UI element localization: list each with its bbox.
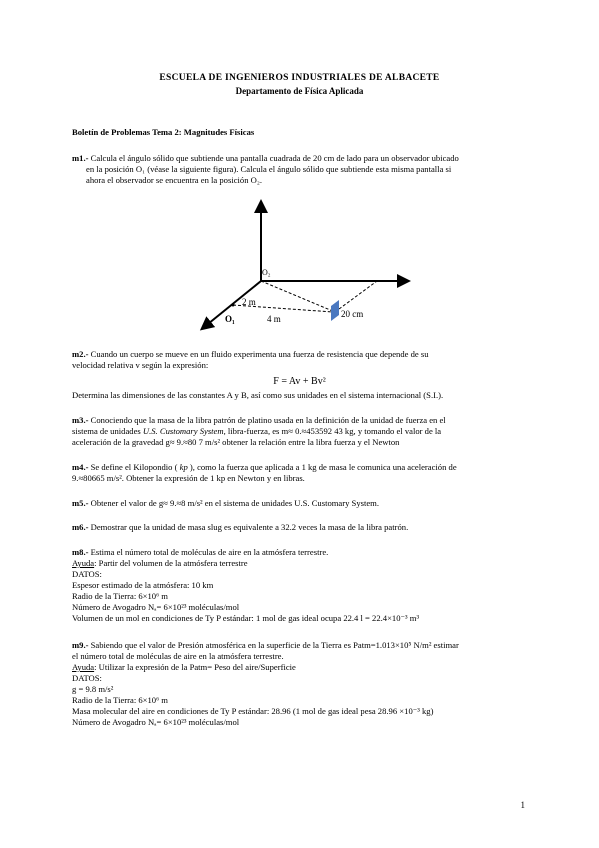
bulletin-subtitle: : Magnitudes Físicas [178,127,255,137]
hint-label: Ayuda [72,662,95,672]
text-segment: , libra-fuerza, es m≈ 0.≈453592 43 kg, y tomando el valor de la [223,426,442,436]
page-number: 1 [520,800,525,810]
dashed-line-screen [335,281,377,312]
formula-drag: F = Av + Bv² [273,376,326,387]
problem-m9-d1: g = 9.8 m/s² [72,684,114,694]
problem-text: Cuando un cuerpo se mueve en un fluido experimenta una fuerza de resistencia que depende de su [88,349,429,359]
problem-m2-line2: velocidad relativa v según la expresión: [72,360,209,370]
hint-text: : Utilizar la expresión de la Patm= Peso del aire/Superficie [94,662,296,672]
problem-label: m3.- [72,415,89,425]
problem-m6-line1 [72,522,408,533]
problem-m4-line2: 9.≈80665 m/s². Obtener la expresión de 1 kp en Newton y en libras. [72,473,305,483]
bulletin-title-main: Boletín de Problemas Tema 2 [72,127,179,137]
problem-m8-d3: Número de Avogadro Nₐ= 6×10²³ moléculas/mol [72,602,240,612]
problem-m9-d2: Radio de la Tierra: 6×10⁶ m [72,695,168,705]
problem-m3-line3: aceleración de la gravedad g≈ 9.≈80 7 m/s² obtener la relación entre la libra fuerza y el Newton [72,437,400,447]
problem-m5-line1 [72,498,379,509]
problem-text: Conociendo que la masa de la libra patrón de platino usada en la definición de la unidad de fuerza en el [88,415,446,425]
problem-m8-d1: Espesor estimado de la atmósfera: 10 km [72,580,214,590]
problem-m9-line1 [72,640,459,651]
problem-m9-datos: DATOS: [72,673,102,683]
problem-m4-line1 [72,462,457,473]
school-title: ESCUELA DE INGENIEROS INDUSTRIALES DE ALBACETE [159,73,440,83]
label-o1: O₁ [225,314,235,324]
problem-m8-d4: Volumen de un mol en condiciones de Ty P estándar: 1 mol de gas ideal ocupa 22.4 l = 22.4×10⁻³ m³ [72,613,420,623]
problem-label: m1.- [72,153,89,163]
label-o2: O₂ [262,268,271,277]
text-italic: U.S. Customary System [142,426,224,436]
hint-label: Ayuda [72,558,95,568]
screen-square [331,300,339,321]
problem-m9-hint [72,662,296,673]
dashed-line-o2 [261,281,335,312]
text-segment: Se define el Kilopondio ( [88,462,180,472]
problem-label: m8.- [72,547,89,557]
label-2m: 2 m [242,297,256,307]
hint-text: : Partir del volumen de la atmósfera terrestre [94,558,248,568]
problem-text: Estima el número total de moléculas de aire en la atmósfera terrestre. [88,547,329,557]
problem-m9-d3: Masa molecular del aire en condiciones de Ty P estándar: 28.96 (1 mol de gas ideal pesa 28.96 ×10⁻³ kg) [72,706,434,716]
problem-label: m4.- [72,462,89,472]
problem-m8-line1 [72,547,328,558]
point-o1 [232,304,235,307]
text-italic: kp [179,462,188,472]
problem-text: Calcula el ángulo sólido que subtiende una pantalla cuadrada de 20 cm de lado para un observador ubicado [88,153,459,163]
problem-m1-line3: ahora el observador se encuentra en la posición O₂. [86,175,262,185]
problem-label: m9.- [72,640,89,650]
problem-m3-line1 [72,415,446,426]
problem-label: m5.- [72,498,89,508]
problem-m8-hint [72,558,248,569]
problem-m9-line2: el número total de moléculas de aire en la atmósfera terrestre. [72,651,284,661]
problem-m8-d2: Radio de la Tierra: 6×10⁶ m [72,591,168,601]
text-segment: sistema de unidades [72,426,143,436]
label-4m: 4 m [267,314,281,324]
problem-m1-line2: en la posición O₁ (véase la siguiente figura). Calcula el ángulo sólido que subtiende esta misma pantalla si [86,164,452,174]
problem-m9-d4: Número de Avogadro Nₐ= 6×10²³ moléculas/mol [72,717,240,727]
problem-m2-line3: Determina las dimensiones de las constantes A y B, así como sus unidades en el sistema internacional (S.I.). [72,390,444,400]
problem-text: Demostrar que la unidad de masa slug es equivalente a 32.2 veces la masa de la libra patrón. [88,522,409,532]
problem-m1-line1 [72,153,459,164]
problem-m8-datos: DATOS: [72,569,102,579]
bulletin-title [72,127,254,138]
problem-label: m2.- [72,349,89,359]
problem-label: m6.- [72,522,89,532]
problem-text: Sabiendo que el valor de Presión atmosférica en la superficie de la Tierra es Patm=1.013×10⁵ N/m² estimar [88,640,459,650]
solid-angle-figure [195,197,425,337]
label-20cm: 20 cm [341,309,364,319]
text-segment: ), como la fuerza que aplicada a 1 kg de masa le comunica una aceleración de [187,462,457,472]
problem-m2-line1 [72,349,429,360]
problem-text: Obtener el valor de g≈ 9.≈8 m/s² en el sistema de unidades U.S. Customary System. [88,498,380,508]
problem-m3-line2 [72,426,441,437]
department-title: Departamento de Física Aplicada [235,86,364,96]
